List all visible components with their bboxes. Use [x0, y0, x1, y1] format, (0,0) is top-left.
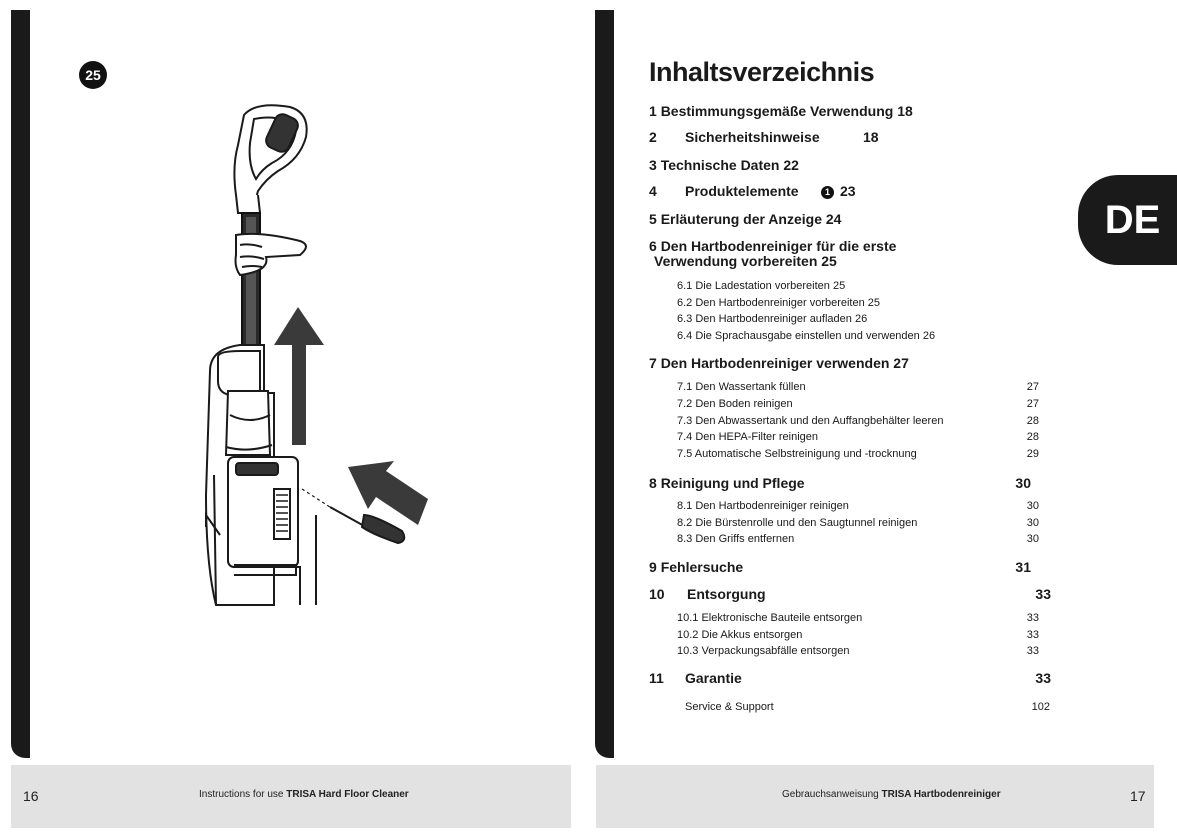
toc-subentry-page: 28	[1026, 415, 1039, 427]
toc-page-11: 33	[1035, 670, 1051, 686]
toc-subentry-page: 30	[1026, 500, 1039, 512]
toc-entry-10: Entsorgung	[687, 586, 766, 602]
toc-page: 25	[821, 253, 837, 269]
toc-subentry: 6.1 Die Ladestation vorbereiten 25	[677, 280, 846, 292]
toc-number-10: 10	[649, 586, 665, 602]
toc-subentry: 7.4 Den HEPA-Filter reinigen	[677, 431, 819, 443]
page-footer	[596, 765, 1154, 828]
toc-title: Den Hartbodenreiniger für die erste	[660, 238, 897, 254]
toc-subentry-page: 30	[1026, 533, 1039, 545]
figure-1-marker: 1	[821, 186, 834, 199]
toc-entry-5	[649, 211, 841, 227]
toc-subentry: 7.3 Den Abwassertank und den Auffangbehälter leeren	[677, 415, 944, 427]
toc-subentry: 8.3 Den Griffs entfernen	[677, 533, 795, 545]
toc-page-4	[821, 183, 856, 199]
toc-page-2: 18	[863, 129, 879, 145]
toc-number-4: 4	[649, 183, 657, 199]
toc-page-10: 33	[1035, 586, 1051, 602]
toc-subentry: 7.5 Automatische Selbstreinigung und -trocknung	[677, 448, 917, 460]
toc-number: 8	[649, 475, 657, 491]
footer-title	[782, 789, 1001, 800]
toc-number: 7	[649, 355, 657, 371]
right-page	[589, 0, 1177, 838]
toc-entry-3	[649, 157, 799, 173]
toc-subentry-page: 27	[1026, 381, 1039, 393]
toc-page-9: 31	[1015, 559, 1031, 575]
page-title: Inhaltsverzeichnis	[649, 57, 875, 87]
toc-page: 24	[825, 211, 842, 227]
left-page	[0, 0, 588, 838]
toc-number: 6	[649, 238, 657, 254]
page-number: 16	[23, 788, 39, 804]
toc-page: 23	[840, 183, 856, 199]
toc-subentry-page: 33	[1026, 645, 1039, 657]
toc-title: Reinigung und Pflege	[660, 475, 805, 491]
toc-subentry-page: 33	[1026, 612, 1039, 624]
toc-subentry: 7.1 Den Wassertank füllen	[677, 381, 806, 393]
vacuum-handle-removal-illustration	[170, 95, 440, 607]
toc-entry-7	[649, 355, 909, 371]
toc-subentry-page: 28	[1026, 431, 1039, 443]
figure-number-badge: 25	[79, 61, 107, 89]
toc-subentry: 7.2 Den Boden reinigen	[677, 398, 793, 410]
toc-subentry-page: 29	[1026, 448, 1039, 460]
toc-entry-8	[649, 475, 805, 491]
toc-subentry-page: 27	[1026, 398, 1039, 410]
toc-title: Den Hartbodenreiniger verwenden	[660, 355, 890, 371]
toc-entry-11: Garantie	[685, 670, 742, 686]
footer-title	[199, 789, 409, 800]
footer-product: TRISA Hard Floor Cleaner	[286, 789, 409, 800]
toc-subentry: 10.1 Elektronische Bauteile entsorgen	[677, 612, 863, 624]
toc-page: 18	[897, 103, 913, 119]
toc-subentry-page: 30	[1026, 517, 1039, 529]
footer-prefix: Gebrauchsanweisung	[782, 789, 879, 800]
toc-entry-2: Sicherheitshinweise	[685, 129, 820, 145]
page-number: 17	[1130, 788, 1146, 804]
toc-page: 22	[783, 157, 799, 173]
toc-entry-9	[649, 559, 743, 575]
toc-subentry: 10.3 Verpackungsabfälle entsorgen	[677, 645, 850, 657]
toc-subentry: 6.4 Die Sprachausgabe einstellen und verwenden 26	[677, 330, 936, 342]
toc-title: Fehlersuche	[660, 559, 744, 575]
toc-entry-4: Produktelemente	[685, 183, 799, 199]
toc-number: 9	[649, 559, 657, 575]
page-footer	[11, 765, 571, 828]
toc-service: Service & Support	[685, 701, 774, 713]
page-edge-bar	[595, 10, 614, 758]
toc-entry-1	[649, 103, 913, 119]
toc-number-11: 11	[649, 670, 664, 686]
toc-title: Erläuterung der Anzeige	[660, 211, 822, 227]
toc-subentry-page: 33	[1026, 629, 1039, 641]
footer-prefix: Instructions for use	[199, 789, 284, 800]
toc-page: 27	[893, 355, 909, 371]
toc-title: Technische Daten	[660, 157, 780, 173]
toc-subentry: 8.2 Die Bürstenrolle und den Saugtunnel reinigen	[677, 517, 918, 529]
toc-entry-6-line2	[654, 253, 837, 269]
toc-subentry: 8.1 Den Hartbodenreiniger reinigen	[677, 500, 849, 512]
toc-number-2: 2	[649, 129, 657, 145]
toc-title: Verwendung vorbereiten	[654, 253, 818, 269]
toc-number: 5	[649, 211, 657, 227]
toc-entry-6	[649, 238, 896, 254]
toc-page-8: 30	[1015, 475, 1031, 491]
toc-number: 3	[649, 157, 657, 173]
toc-title: Bestimmungsgemäße Verwendung	[660, 103, 894, 119]
toc-number: 1	[649, 103, 657, 119]
toc-subentry: 6.3 Den Hartbodenreiniger aufladen 26	[677, 313, 868, 325]
language-tab: DE	[1078, 175, 1177, 265]
page-edge-bar	[11, 10, 30, 758]
toc-subentry: 10.2 Die Akkus entsorgen	[677, 629, 803, 641]
footer-product: TRISA Hartbodenreiniger	[881, 789, 1001, 800]
toc-subentry: 6.2 Den Hartbodenreiniger vorbereiten 25	[677, 297, 881, 309]
toc-service-page: 102	[1031, 701, 1050, 713]
